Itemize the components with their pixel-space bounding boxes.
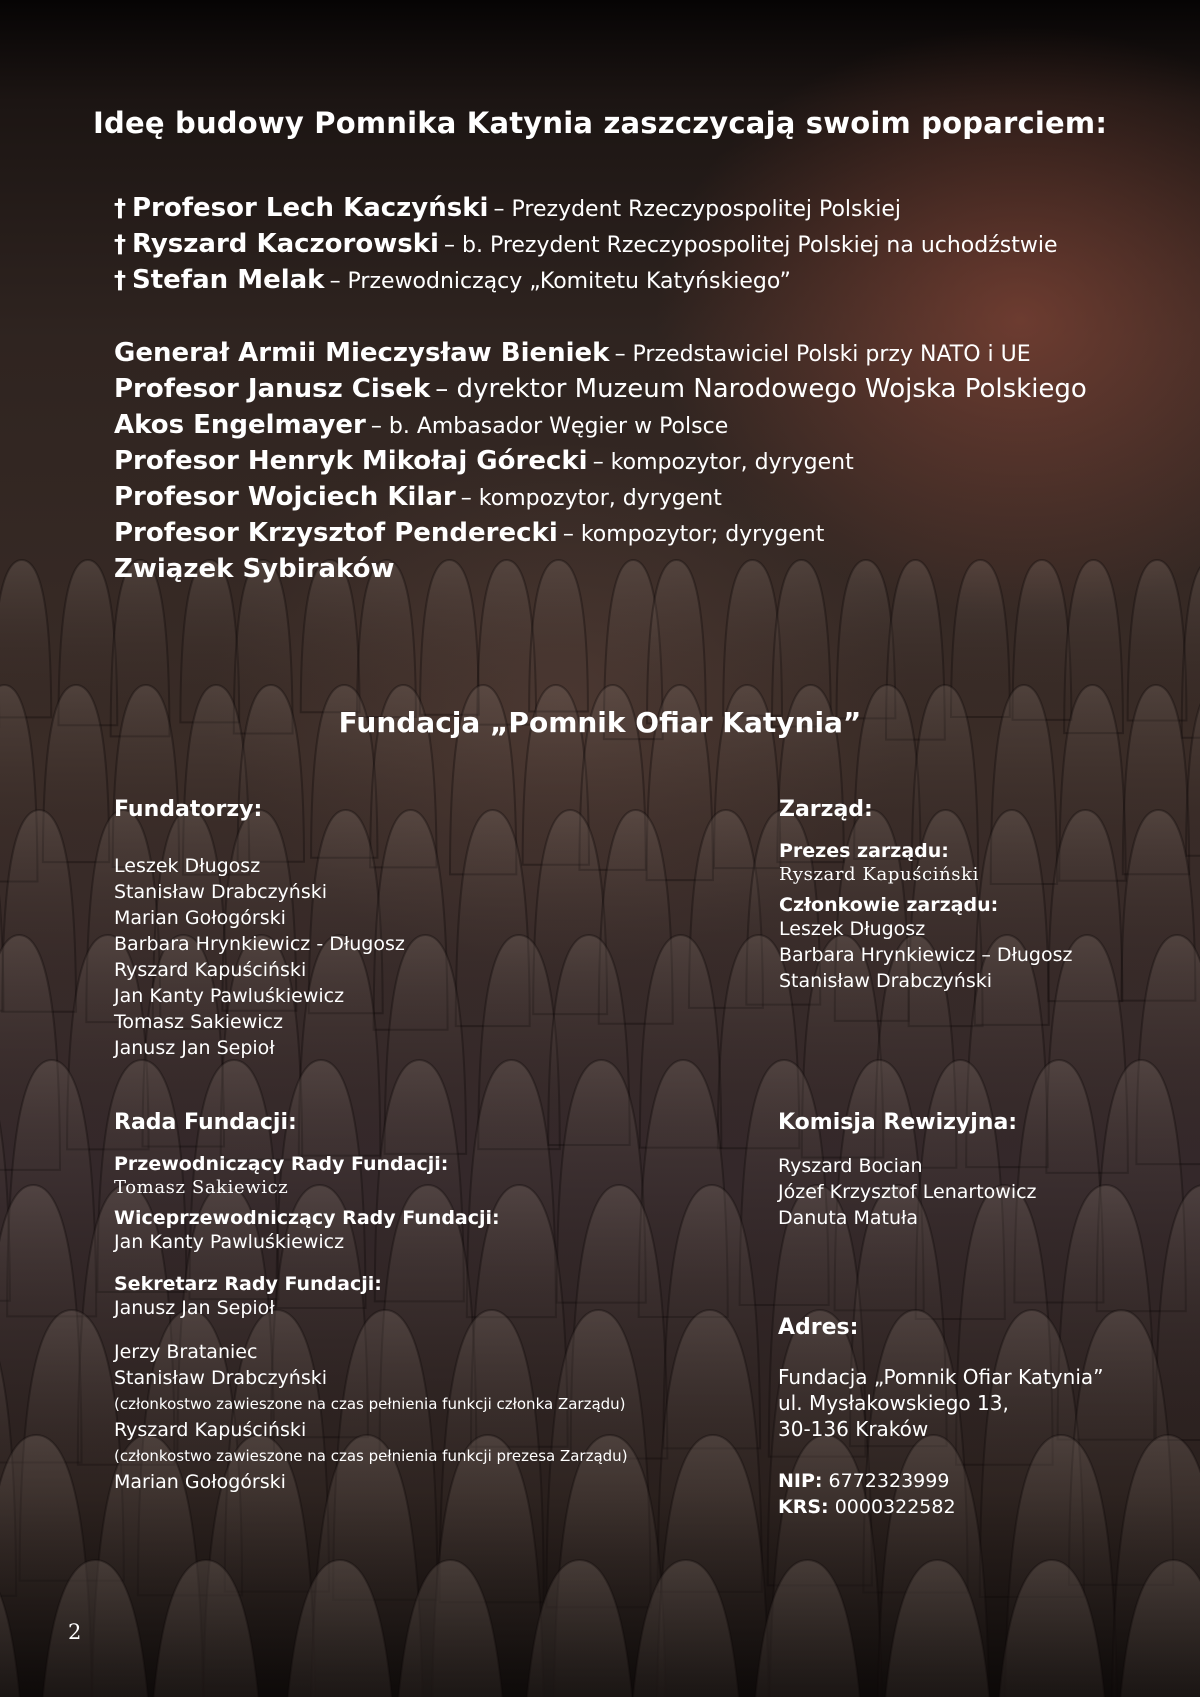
rada-vice-label: Wiceprzewodniczący Rady Fundacji:	[114, 1207, 500, 1229]
fundator-name: Tomasz Sakiewicz	[114, 1011, 283, 1033]
supporter-item: Związek Sybiraków	[114, 554, 395, 584]
rada-chair: Tomasz Sakiewicz	[114, 1177, 289, 1198]
rada-secretary-label: Sekretarz Rady Fundacji:	[114, 1273, 382, 1295]
fundator-name: Marian Gołogórski	[114, 907, 286, 929]
fundator-name: Stanisław Drabczyński	[114, 881, 328, 903]
krs-value: 0000322582	[834, 1496, 956, 1518]
supporters-list	[114, 190, 1087, 587]
rada-heading: Rada Fundacji:	[114, 1110, 297, 1135]
supporter-item: Profesor Janusz Cisek – dyrektor Muzeum Narodowego Wojska Polskiego	[114, 374, 1087, 404]
address-line: Fundacja „Pomnik Ofiar Katynia”	[778, 1365, 1104, 1389]
supporter-item: Profesor Krzysztof Penderecki – kompozytor; dyrygent	[114, 518, 825, 548]
komisja-member: Ryszard Bocian	[778, 1155, 923, 1177]
zarzad-member: Stanisław Drabczyński	[779, 970, 993, 992]
zarzad-members-label: Członkowie zarządu:	[779, 894, 999, 916]
rada-member: Marian Gołogórski	[114, 1471, 286, 1493]
zarzad-member: Leszek Długosz	[779, 918, 926, 940]
address-line: 30-136 Kraków	[778, 1417, 929, 1441]
adres-section	[778, 1315, 1104, 1520]
fundatorzy-heading: Fundatorzy:	[114, 797, 263, 822]
zarzad-president-label: Prezes zarządu:	[779, 840, 949, 862]
krs-label: KRS:	[778, 1496, 829, 1518]
rada-member: Jerzy Brataniec	[114, 1341, 258, 1363]
rada-member-note: (członkostwo zawieszone na czas pełnienia funkcji prezesa Zarządu)	[114, 1447, 628, 1465]
dagger-icon: †	[114, 194, 126, 222]
komisja-member: Józef Krzysztof Lenartowicz	[778, 1181, 1037, 1203]
supporter-item: Profesor Henryk Mikołaj Górecki – kompozytor, dyrygent	[114, 446, 854, 476]
fundator-name: Ryszard Kapuściński	[114, 959, 307, 981]
rada-chair-label: Przewodniczący Rady Fundacji:	[114, 1153, 449, 1175]
rada-section	[114, 1110, 628, 1495]
rada-vice: Jan Kanty Pawluśkiewicz	[114, 1231, 345, 1253]
fundator-name: Janusz Jan Sepioł	[114, 1037, 275, 1059]
nip-label: NIP:	[778, 1470, 823, 1492]
supporter-item: † Ryszard Kaczorowski – b. Prezydent Rzeczypospolitej Polskiej na uchodźstwie	[114, 229, 1058, 259]
dagger-icon: †	[114, 230, 126, 258]
zarzad-section	[779, 797, 1073, 994]
address-line: ul. Mysłakowskiego 13,	[778, 1391, 1009, 1415]
zarzad-president: Ryszard Kapuściński	[779, 864, 979, 885]
supporter-item: Akos Engelmayer – b. Ambasador Węgier w Polsce	[114, 410, 729, 440]
rada-member-note: (członkostwo zawieszone na czas pełnienia funkcji członka Zarządu)	[114, 1395, 626, 1413]
fundator-name: Barbara Hrynkiewicz - Długosz	[114, 933, 405, 955]
adres-heading: Adres:	[778, 1315, 859, 1340]
page-heading: Ideę budowy Pomnika Katynia zaszczycają swoim poparciem:	[93, 106, 1108, 140]
supporter-item: Generał Armii Mieczysław Bieniek – Przedstawiciel Polski przy NATO i UE	[114, 338, 1031, 368]
rada-member: Ryszard Kapuściński	[114, 1419, 307, 1441]
fundator-name: Jan Kanty Pawluśkiewicz	[114, 985, 345, 1007]
foundation-title: Fundacja „Pomnik Ofiar Katynia”	[338, 706, 862, 739]
rada-member: Stanisław Drabczyński	[114, 1367, 328, 1389]
rada-secretary: Janusz Jan Sepioł	[114, 1297, 275, 1319]
dagger-icon: †	[114, 266, 126, 294]
zarzad-member: Barbara Hrynkiewicz – Długosz	[779, 944, 1073, 966]
supporter-item: † Stefan Melak – Przewodniczący „Komitetu Katyńskiego”	[114, 265, 791, 295]
nip-line	[778, 1468, 1104, 1494]
krs-line	[778, 1494, 1104, 1520]
komisja-member: Danuta Matuła	[778, 1207, 919, 1229]
supporter-item: Profesor Wojciech Kilar – kompozytor, dyrygent	[114, 482, 722, 512]
page-number: 2	[68, 1620, 82, 1644]
fundatorzy-section	[114, 797, 405, 1061]
fundator-name: Leszek Długosz	[114, 855, 261, 877]
komisja-heading: Komisja Rewizyjna:	[778, 1110, 1018, 1135]
supporter-item: † Profesor Lech Kaczyński – Prezydent Rzeczypospolitej Polskiej	[114, 193, 901, 223]
nip-value: 6772323999	[828, 1470, 950, 1492]
zarzad-heading: Zarząd:	[779, 797, 873, 822]
komisja-section	[778, 1110, 1037, 1231]
